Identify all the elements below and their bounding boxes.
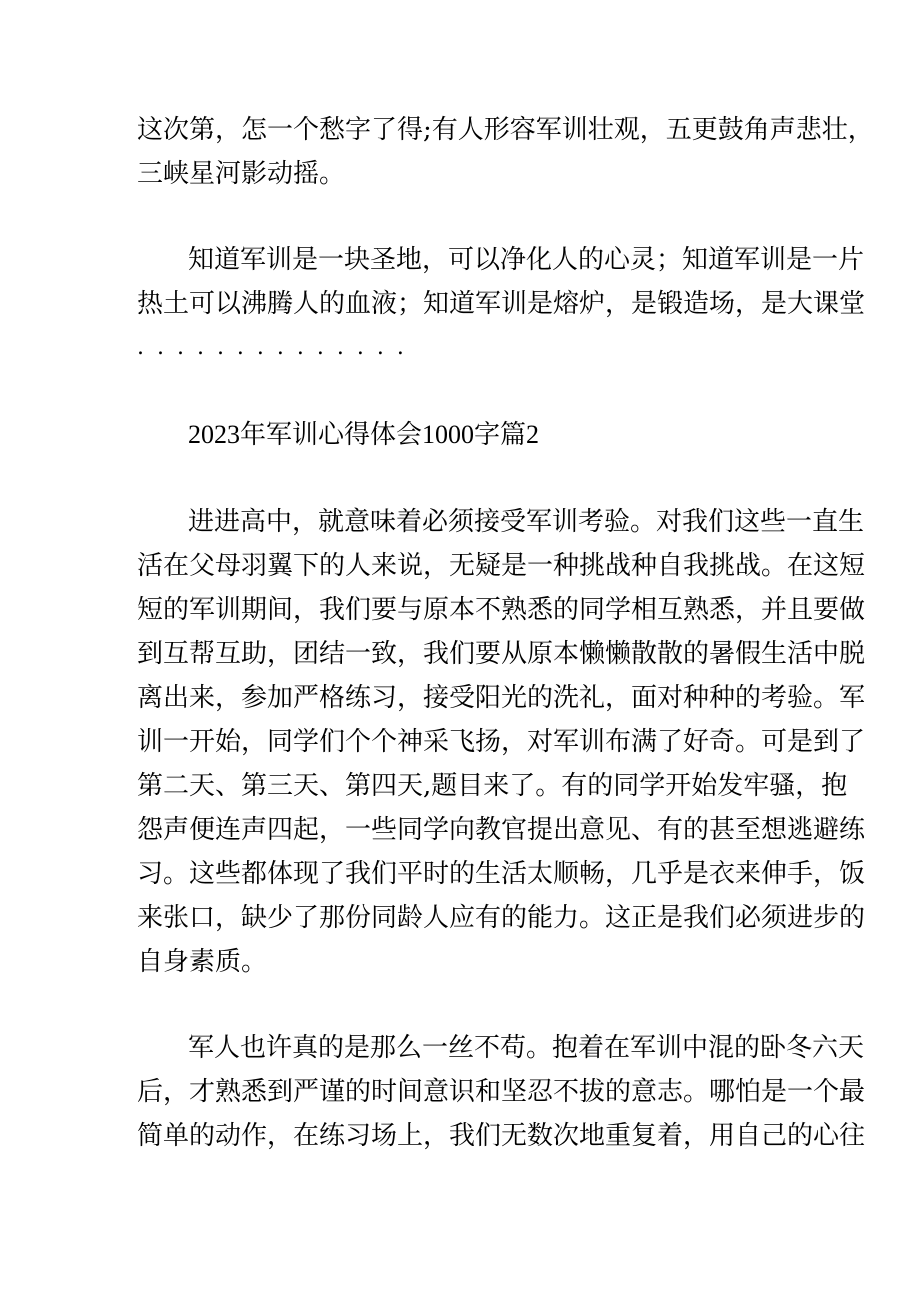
paragraph-2-line-1: 知道军训是一块圣地，可以净化人的心灵；知道军训是一片 xyxy=(188,245,865,275)
paragraph-3-line-3: 短的军训期间，我们要与原本不熟悉的同学相互熟悉，并且要做 xyxy=(137,595,866,625)
paragraph-3-line-2: 活在父母羽翼下的人来说，无疑是一种挑战种自我挑战。在这短 xyxy=(137,551,866,581)
paragraph-3-line-4: 到互帮互助，团结一致，我们要从原本懒懒散散的暑假生活中脱 xyxy=(137,639,866,669)
paragraph-3-line-10: 来张口，缺少了那份同龄人应有的能力。这正是我们必须进步的 xyxy=(137,903,866,933)
paragraph-4-line-2: 后，才熟悉到严谨的时间意识和坚忍不拔的意志。哪怕是一个最 xyxy=(137,1077,866,1107)
paragraph-4-line-3: 简单的动作，在练习场上，我们无数次地重复着，用自己的心往 xyxy=(137,1121,866,1151)
paragraph-4-line-1: 军人也许真的是那么一丝不苟。抱着在军训中混的卧冬六天 xyxy=(188,1033,865,1063)
paragraph-2-line-2: 热土可以沸腾人的血液；知道军训是熔炉，是锻造场，是大课堂 xyxy=(137,289,866,319)
paragraph-3-line-5: 离出来，参加严格练习，接受阳光的洗礼，面对种种的考验。军 xyxy=(137,683,866,713)
paragraph-3-line-8: 怨声便连声四起，一些同学向教官提出意见、有的甚至想逃避练 xyxy=(137,815,866,845)
paragraph-1-line-1: 这次第，怎一个愁字了得;有人形容军训壮观，五更鼓角声悲壮， xyxy=(137,115,874,145)
paragraph-3-line-6: 训一开始，同学们个个神采飞扬，对军训布满了好奇。可是到了 xyxy=(137,727,866,757)
paragraph-3-line-9: 习。这些都体现了我们平时的生活太顺畅，几乎是衣来伸手，饭 xyxy=(137,859,866,889)
section-heading: 2023年军训心得体会1000字篇2 xyxy=(188,420,540,449)
paragraph-3-line-1: 进进高中，就意味着必须接受军训考验。对我们这些一直生 xyxy=(188,507,865,537)
paragraph-3-line-11: 自身素质。 xyxy=(137,947,268,977)
paragraph-1-line-2: 三峡星河影动摇。 xyxy=(137,159,346,189)
paragraph-3-line-7: 第二天、第三天、第四天,题目来了。有的同学开始发牢骚，抱 xyxy=(137,771,848,801)
paragraph-2-ellipsis: . . . . . . . . . . . . . . xyxy=(137,335,407,360)
